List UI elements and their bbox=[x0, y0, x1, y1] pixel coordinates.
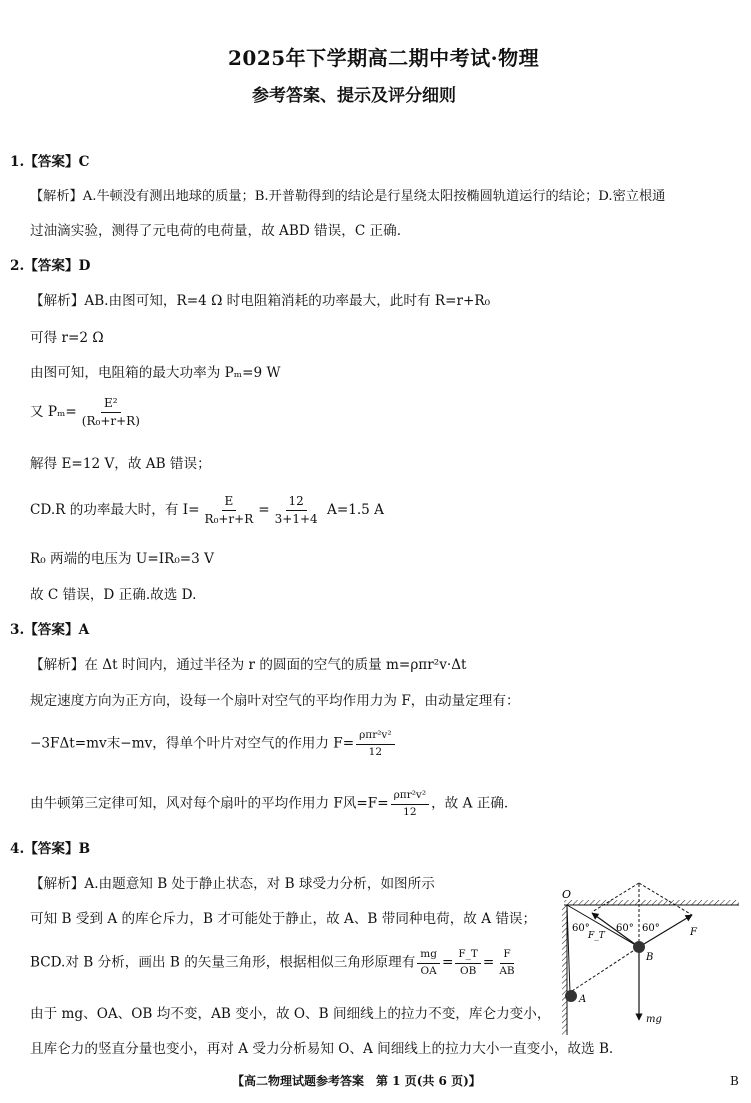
q2-line3: 由图可知，电阻箱的最大功率为 Pₘ=9 W bbox=[30, 365, 281, 381]
q4-line5: 且库仑力的竖直分量也变小，再对 A 受力分析易知 O、A 间细线上的拉力大小一直变小，故选 B. bbox=[30, 1041, 614, 1057]
q1-analysis-line2: 过油滴实验，测得了元电荷的电荷量，故 ABD 错误，C 正确. bbox=[30, 223, 402, 239]
ceiling bbox=[564, 900, 739, 905]
q2-current-fraction2 bbox=[272, 495, 321, 526]
q4-ratio-f3-num: F bbox=[500, 949, 513, 964]
q3-force-fraction bbox=[356, 730, 394, 758]
q2-equals: = bbox=[258, 502, 270, 519]
q3-line2: 规定速度方向为正方向，设每一个扇叶对空气的平均作用力为 F，由动量定理有： bbox=[30, 693, 520, 709]
q3-wind-fraction bbox=[391, 790, 429, 818]
footer-text: 【高二物理试题参考答案 第 1 页(共 6 页)】 bbox=[232, 1074, 481, 1088]
ball-B bbox=[633, 941, 645, 953]
q2-power-numerator: E² bbox=[101, 397, 121, 413]
q4-ratio-fraction2 bbox=[455, 949, 481, 977]
label-F: F bbox=[690, 927, 697, 938]
q2-line6-prefix: CD.R 的功率最大时，有 I= bbox=[30, 502, 200, 519]
label-B: B bbox=[646, 952, 654, 963]
q3-line4-prefix: 由牛顿第三定律可知，风对每个扇叶的平均作用力 F风=F= bbox=[30, 795, 389, 812]
q3-wind-num: ρπr²v² bbox=[391, 790, 429, 805]
wall bbox=[562, 905, 567, 1035]
q3-line4-suffix: ，故 A 正确. bbox=[431, 795, 509, 812]
q2-line1: 【解析】AB.由图可知，R=4 Ω 时电阻箱消耗的功率最大，此时有 R=r+R₀ bbox=[30, 293, 491, 309]
q3-force-num: ρπr²v² bbox=[356, 730, 394, 745]
q4-ratio-f2-den: OB bbox=[459, 964, 477, 977]
q1-analysis-line1: 【解析】A.牛顿没有测出地球的质量；B.开普勒得到的结论是行星绕太阳按椭圆轨道运行的结论；D.密立根通 bbox=[30, 189, 666, 204]
q2-power-fraction bbox=[79, 397, 143, 428]
page-title: 2025年下学期高二期中考试·物理 bbox=[228, 46, 540, 70]
q2-line4-prefix: 又 Pₘ= bbox=[30, 404, 77, 421]
q3-force-den: 12 bbox=[368, 745, 383, 758]
q4-ratio-f2-num: F_T bbox=[455, 949, 481, 964]
dash-AB bbox=[572, 947, 639, 991]
force-diagram bbox=[552, 880, 747, 1040]
q2-answer: 2.【答案】D bbox=[10, 258, 91, 274]
q4-line3 bbox=[30, 949, 520, 977]
q4-eq1: = bbox=[441, 954, 454, 971]
q4-line1: 【解析】A.由题意知 B 处于静止状态，对 B 球受力分析，如图所示 bbox=[30, 876, 435, 892]
page-subtitle: 参考答案、提示及评分细则 bbox=[252, 86, 456, 106]
dash-left bbox=[592, 883, 639, 912]
q2-line7: R₀ 两端的电压为 U=IR₀=3 V bbox=[30, 551, 214, 567]
q2-line4 bbox=[30, 397, 145, 428]
q2-current-f1-num: E bbox=[222, 495, 237, 511]
q4-line2: 可知 B 受到 A 的库仑斥力，B 才可能处于静止，故 A、B 带同种电荷，故 A 错误； bbox=[30, 911, 537, 927]
q1-answer: 1.【答案】C bbox=[10, 154, 90, 170]
q4-answer: 4.【答案】B bbox=[10, 841, 91, 857]
q2-current-f1-den: R₀+r+R bbox=[204, 512, 254, 527]
label-A: A bbox=[579, 994, 587, 1005]
q3-line1: 【解析】在 Δt 时间内，通过半径为 r 的圆面的空气的质量 m=ρπr²v·Δt bbox=[30, 657, 467, 673]
dash-top bbox=[639, 883, 692, 915]
angle-label-1: 60° bbox=[572, 923, 590, 934]
q3-line3-prefix: −3FΔt=mv末−mv，得单个叶片对空气的作用力 F= bbox=[30, 735, 355, 752]
q4-ratio-fraction1 bbox=[417, 949, 440, 977]
q3-line3 bbox=[30, 730, 397, 758]
angle-label-2: 60° bbox=[616, 923, 634, 934]
q4-line3-prefix: BCD.对 B 分析，画出 B 的矢量三角形，根据相似三角形原理有 bbox=[30, 954, 416, 971]
q2-line2: 可得 r=2 Ω bbox=[30, 330, 104, 346]
q2-line6-suffix: A=1.5 A bbox=[327, 502, 384, 519]
ball-A bbox=[565, 990, 577, 1002]
q2-current-f2-num: 12 bbox=[286, 495, 307, 511]
q2-current-fraction1 bbox=[202, 495, 257, 526]
q2-line5: 解得 E=12 V，故 AB 错误； bbox=[30, 456, 211, 472]
q2-line6 bbox=[30, 495, 384, 526]
q4-ratio-fraction3 bbox=[496, 949, 517, 977]
q3-wind-den: 12 bbox=[403, 805, 417, 818]
q3-line4 bbox=[30, 790, 508, 818]
q2-power-denominator: (R₀+r+R) bbox=[81, 414, 140, 429]
q4-ratio-f1-den: OA bbox=[420, 964, 437, 977]
footer-code: B bbox=[730, 1074, 739, 1088]
angle-label-3: 60° bbox=[642, 923, 660, 934]
label-mg: mg bbox=[646, 1014, 662, 1025]
label-FT: F_T bbox=[588, 931, 605, 941]
q4-line4: 由于 mg、OA、OB 均不变，AB 变小，故 O、B 间细线上的拉力不变，库仑力变小， bbox=[30, 1006, 551, 1022]
q2-current-f2-den: 3+1+4 bbox=[274, 512, 318, 527]
q4-ratio-f1-num: mg bbox=[417, 949, 440, 964]
q2-line8: 故 C 错误，D 正确.故选 D. bbox=[30, 587, 197, 603]
q4-ratio-f3-den: AB bbox=[499, 964, 515, 977]
q3-answer: 3.【答案】A bbox=[10, 622, 90, 638]
label-O: O bbox=[562, 888, 572, 901]
q4-eq2: = bbox=[482, 954, 495, 971]
